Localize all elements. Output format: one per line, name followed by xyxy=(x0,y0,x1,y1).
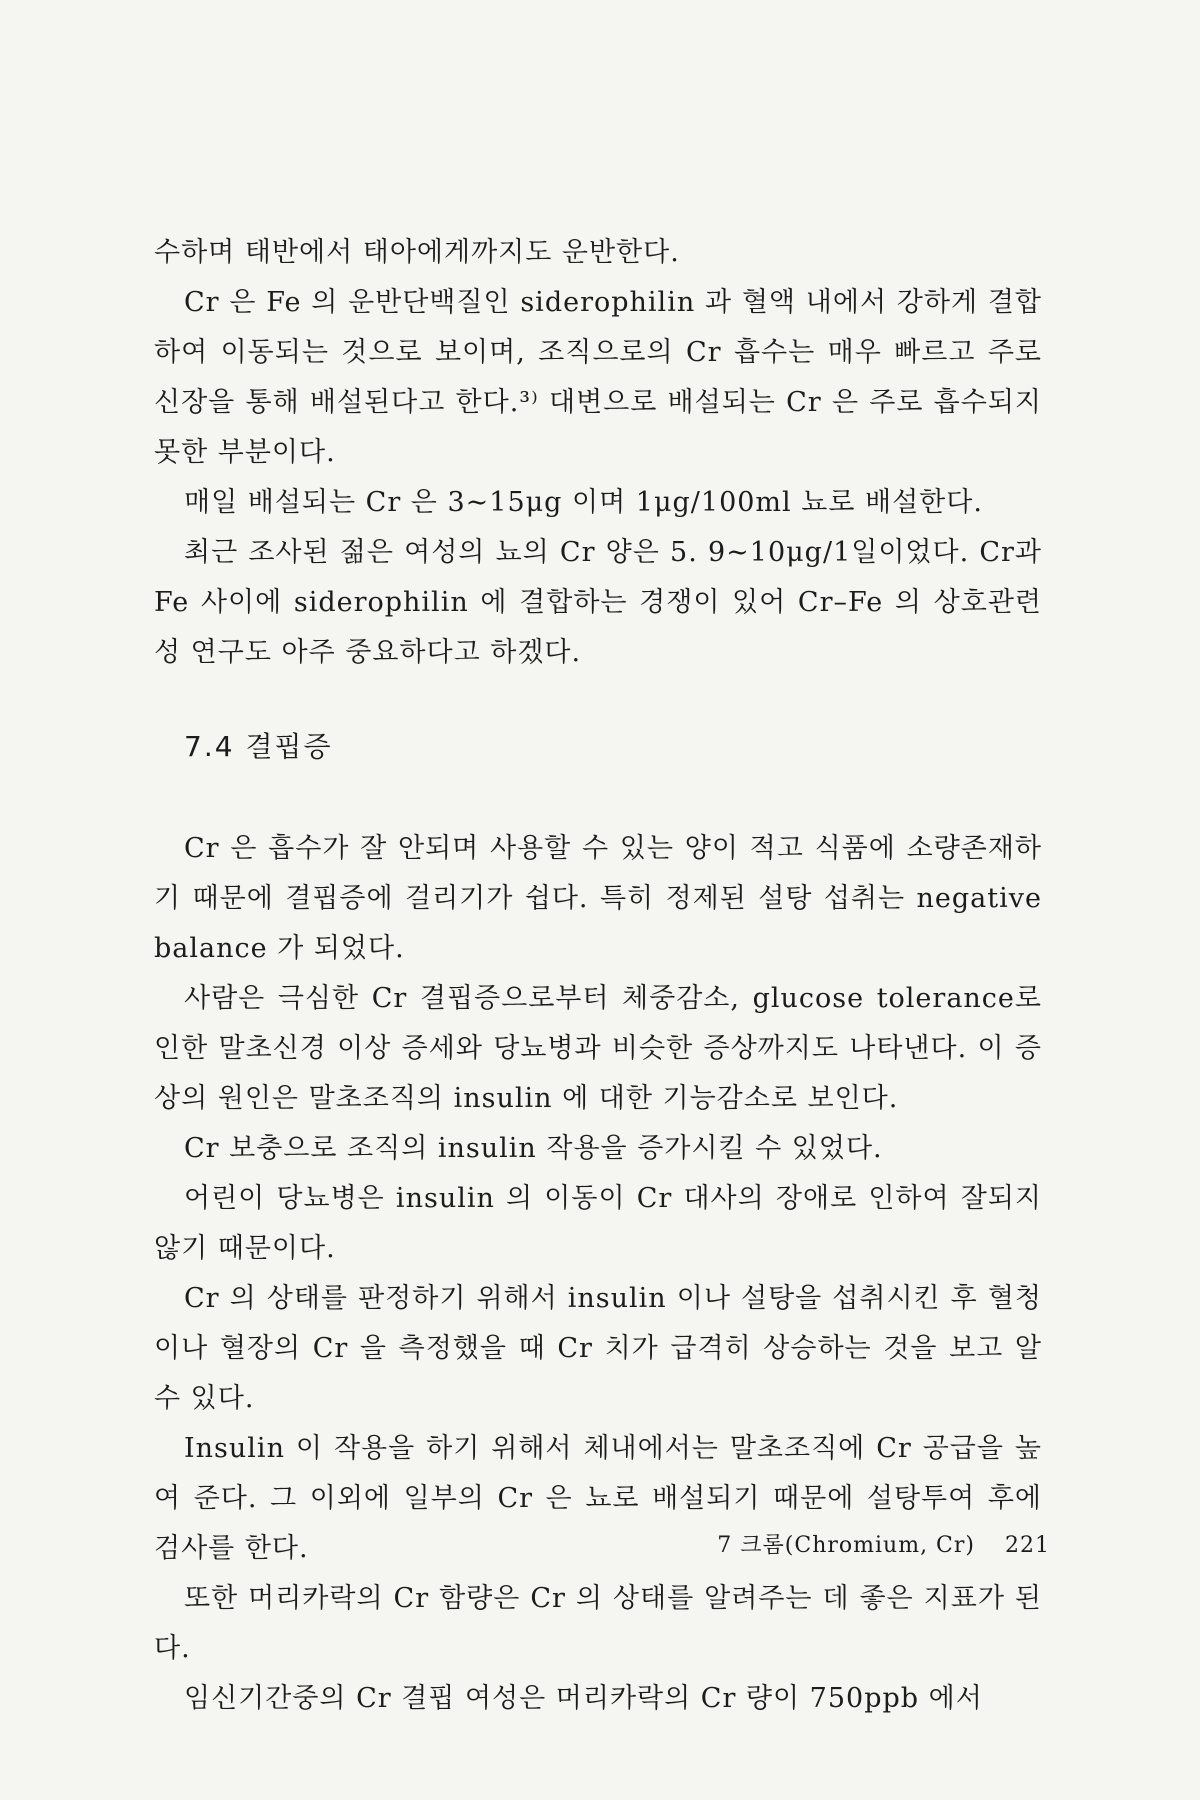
paragraph-status-assessment: Cr 의 상태를 판정하기 위해서 insulin 이나 설탕을 섭취시킨 후 혈청이나 혈장의 Cr 을 측정했을 때 Cr 치가 급격히 상승하는 것을 보고 알 수 있다. xyxy=(154,1283,1042,1414)
paragraph-symptoms: 사람은 극심한 Cr 결핍증으로부터 체중감소, glucose tolerance로 인한 말초신경 이상 증세와 당뇨병과 비슷한 증상까지도 나타낸다. 이 증상의 원인은 말초조직의 insulin 에 대한 기능감소로 보인다. xyxy=(154,983,1042,1114)
section-number: 7.4 xyxy=(184,730,235,763)
page-body xyxy=(154,228,1042,1724)
paragraph-child-diabetes: 어린이 당뇨병은 insulin 의 이동이 Cr 대사의 장애로 인하여 잘되지 않기 때문이다. xyxy=(154,1183,1042,1264)
paragraph-siderophilin-binding: Cr 은 Fe 의 운반단백질인 siderophilin 과 혈액 내에서 강하게 결합하여 이동되는 것으로 보이며, 조직으로의 Cr 흡수는 매우 빠르고 주로 신장을 통해 배설된다고 한다.³⁾ 대변으로 배설되는 Cr 은 주로 흡수되지 못한 부분이다. xyxy=(154,287,1042,468)
paragraph-pregnancy: 임신기간중의 Cr 결핍 여성은 머리카락의 Cr 량이 750ppb 에서 xyxy=(184,1683,983,1714)
paragraph-hair-indicator: 또한 머리카락의 Cr 함량은 Cr 의 상태를 알려주는 데 좋은 지표가 된다. xyxy=(154,1583,1042,1664)
running-title: 7 크롬(Chromium, Cr) xyxy=(717,1533,975,1558)
paragraph-continued: 수하며 태반에서 태아에게까지도 운반한다. xyxy=(154,237,680,268)
paragraph-supplementation: Cr 보충으로 조직의 insulin 작용을 증가시킬 수 있었다. xyxy=(184,1133,883,1164)
paragraph-insulin-action: Insulin 이 작용을 하기 위해서 체내에서는 말초조직에 Cr 공급을 높여 준다. 그 이외에 일부의 Cr 은 뇨로 배설되기 때문에 설탕투여 후에 검사를 한다. xyxy=(154,1433,1042,1564)
section-heading xyxy=(184,722,1042,772)
section-title: 결핍증 xyxy=(245,730,333,763)
paragraph-daily-excretion: 매일 배설되는 Cr 은 3∼15μg 이며 1μg/100ml 뇨로 배설한다. xyxy=(184,487,983,518)
page-number: 221 xyxy=(1005,1533,1050,1558)
paragraph-recent-study: 최근 조사된 젊은 여성의 뇨의 Cr 양은 5. 9∼10μg/1일이었다. Cr과 Fe 사이에 siderophilin 에 결합하는 경쟁이 있어 Cr–Fe 의 상호관련성 연구도 아주 중요하다고 하겠다. xyxy=(154,537,1042,668)
page-footer xyxy=(670,1528,1050,1559)
paragraph-absorption: Cr 은 흡수가 잘 안되며 사용할 수 있는 양이 적고 식품에 소량존재하기 때문에 결핍증에 걸리기가 쉽다. 특히 정제된 설탕 섭취는 negative balance 가 되었다. xyxy=(154,833,1042,964)
